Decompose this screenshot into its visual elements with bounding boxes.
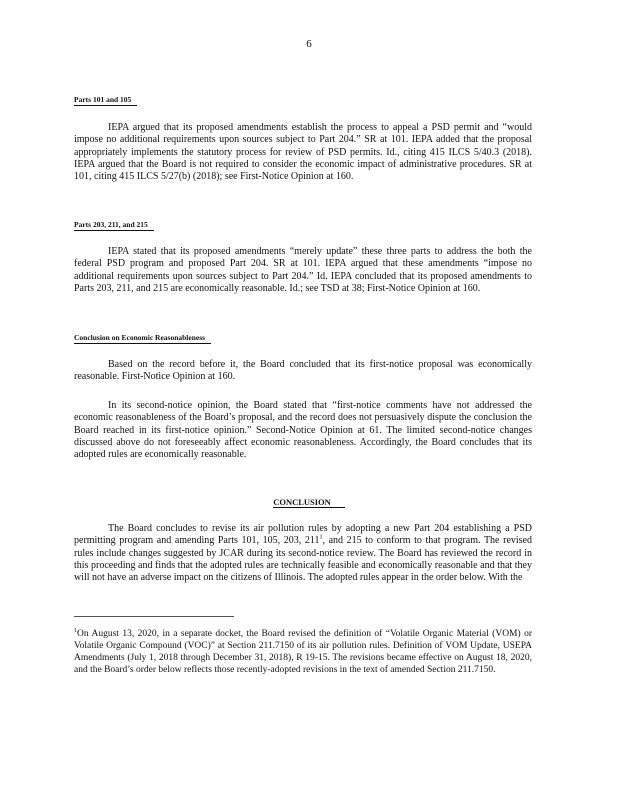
paragraph-conclusion: The Board concludes to revise its air pollution rules by adopting a new Part 204 establishing a PSD permitting program and amending Parts 101, 105, 203, $211^1$, and 215 to conform to that program. The revised rules include changes suggested by JCAR during its second-notice review. The Board has reviewed the record in this proceeding and finds that the adopted rules are technically feasible and economically reasonable and that they will not have an adverse impact on the citizens of Illinois. The adopted rules appear in the order below. With the	[74, 523, 532, 584]
footnote-divider	[74, 616, 234, 617]
paragraph-parts-203-211-215: IEPA stated that its proposed amendments “merely update” these three parts to address the both the federal PSD program and proposed Part 204. SR at 101. IEPA argued that these amendments “impose no additional requirements upon sources subject to Part 204.” Id. IEPA concluded that its proposed amendments to Parts 203, 211, and 215 are economically reasonable. Id.; see TSD at 38; First-Notice Opinion at 160.	[74, 246, 532, 294]
paragraph-economic-2: In its second-notice opinion, the Board stated that “first-notice comments have not addressed the economic reasonableness of the Board’s proposal, and the record does not persuasively dispute the conclusion the Board reached in its first-notice opinion.” Second-Notice Opinion at 61. The limited second-notice changes discussed above do not foreseeably affect economic reasonableness. Accordingly, the Board concludes that its adopted rules are economically reasonable.	[74, 400, 532, 461]
paragraph-parts-101-105: IEPA argued that its proposed amendments establish the process to appeal a PSD permit and “would impose no additional requirements upon sources subject to Part 204.” SR at 101. IEPA added that the proposal appropriately implements the statutory process for review of PSD permits. Id., citing 415 ILCS 5/40.3 (2018). IEPA argued that the Board is not required to consider the economic impact of administrative procedures. SR at 101, citing 415 ILCS 5/27(b) (2018); see First-Notice Opinion at 160.	[74, 122, 532, 183]
section-heading-parts-203-211-215: Parts 203, 211, and 215	[74, 220, 154, 231]
section-heading-economic-reasonableness: Conclusion on Economic Reasonableness	[74, 333, 211, 344]
footnote-1: $^1$On August 13, 2020, in a separate docket, the Board revised the definition of “Volatile Organic Material (VOM) or Volatile Organic Compound (VOC)” at Section 211.7150 of its air pollution rules. Definition of VOM Update, USEPA Amendments (July 1, 2018 through December 31, 2018), R 19-15. The revisions became effective on August 18, 2020, and the Board’s order below reflects those recently-adopted revisions in the text of amended Section 211.7150.	[74, 627, 532, 675]
paragraph-economic-1: Based on the record before it, the Board concluded that its first-notice proposal was economically reasonable. First-Notice Opinion at 160.	[74, 359, 532, 383]
page-number: 6	[306, 38, 312, 50]
conclusion-heading: CONCLUSION	[0, 497, 618, 507]
section-heading-parts-101-105: Parts 101 and 105	[74, 95, 137, 106]
